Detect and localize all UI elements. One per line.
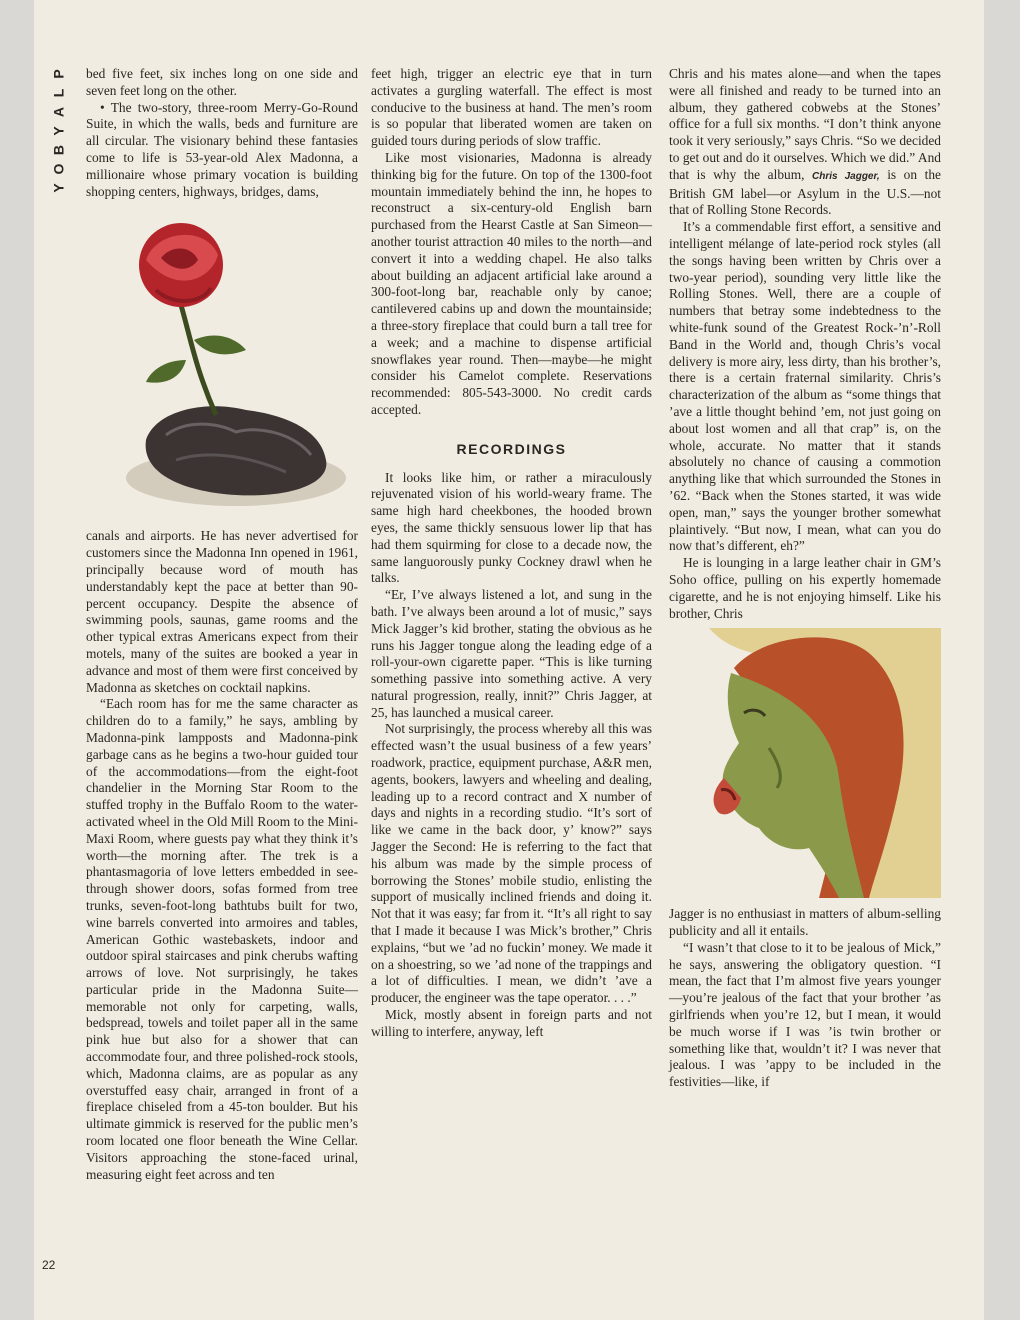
masthead-letter: O <box>50 162 67 175</box>
section-heading: RECORDINGS <box>456 440 567 457</box>
paragraph: It looks like him, or rather a miraculously rejuvenated vision of his world-weary frame. The same high hard cheekbones, the hooded brown eyes, the same thickly sensuous lower lip that has had them squirming for close to a decade now, the same languorously punky Cockney drawl when he talks. <box>371 469 652 586</box>
paragraph: He is lounging in a large leather chair in GM’s Soho office, pulling on his expertly homemade cigarette, and he is not enjoying himself. Like his brother, Chris <box>669 555 941 621</box>
page-number: 22 <box>42 1258 56 1272</box>
paragraph: “Er, I’ve always listened a lot, and sung in the bath. I’ve always been around a lot of music,” says Mick Jagger’s kid brother, stating the obvious as he runs his Jagger tongue along the leading edge of a roll-your-own cigarette paper. “This is like turning something passive into something active. A very natural progression, really, innit?” Chris Jagger, at 25, has launched a musical career. <box>371 587 652 720</box>
paragraph-text: is on the British GM label—or Asylum in the U.S.—not that of Rolling Stone Records. <box>669 166 941 218</box>
paragraph: bed five feet, six inches long on one side and seven feet long on the other. <box>86 66 358 98</box>
paragraph: “I wasn’t that close to it to be jealous of Mick,” he says, answering the obligatory question. “I mean, the fact that I’m almost five years younger—you’re jealous of the fact that your brother ’as girlfriends when you’re 12, but I mean, it would be much worse if I was ’is twin brother or something like that, wouldn’t it? I was never that jealous. I was ’appy to be included in the festivities—like, if <box>669 939 941 1090</box>
masthead-letter: B <box>50 143 67 156</box>
paragraph <box>669 66 941 219</box>
masthead-letter: Y <box>50 125 67 136</box>
column-1 <box>86 66 358 1183</box>
paragraph: Mick, mostly absent in foreign parts and not willing to interfere, anyway, left <box>371 1007 652 1039</box>
paragraph: Jagger is no enthusiast in matters of album-selling publicity and all it entails. <box>669 906 941 939</box>
right-margin <box>984 0 1020 1320</box>
masthead-letter: P <box>50 68 67 79</box>
paragraph: • The two-story, three-room Merry-Go-Round Suite, in which the walls, beds and furniture are all circular. The visionary behind these fantasies come to life is 53-year-old Alex Madonna, a millionaire whose primary vocation is building shopping centers, highways, bridges, dams, <box>86 99 358 199</box>
chris-jagger-portrait-illustration <box>669 628 941 898</box>
masthead-vertical <box>50 64 68 197</box>
album-title: Chris Jagger, <box>812 170 880 182</box>
masthead-letter: A <box>50 105 67 118</box>
paragraph: “Each room has for me the same character as children do to a family,” he says, ambling by Madonna-pink lampposts and Madonna-pink garbage cans as he begins a two-hour guided tour of the accommodations—from the eight-foot chandelier in the Morning Star Room to the stuffed trophy in the Buffalo Room to the water-activated wheel in the Old Mill Room to the Mini-Maxi Room, where guests pay what they think it’s worth—the morning after. The trek is a phantasmagoria of love letters embedded in see-through shower doors, sofas formed from tree trunks, seven-foot-long bathtubs built for two, wine barrels converted into armoires and tables, American Gothic wastebaskets, indoor and outdoor spiral staircases and pink cherubs wafting arrows of love. Not surprisingly, he takes particular pride in the Madonna Suite—memorable not only for carpeting, walls, bedspread, towels and toilet paper all in the same pink hue but also for a shower that can accommodate four, and three polished-rock stools, which, Madonna claims, are as popular as any overstuffed easy chair, arranged in front of a fireplace chiseled from a 45-ton boulder. But his ultimate gimmick is reserved for the public men’s room located one floor beneath the Wine Cellar. Visitors approaching the stone-faced urinal, measuring eight feet across and ten <box>86 696 358 1182</box>
paragraph: feet high, trigger an electric eye that in turn activates a gurgling waterfall. The effect is most conducive to the business at hand. The men’s room is so popular that liberated women are taken on guided tours during periods of slow traffic. <box>371 66 652 149</box>
rose-on-rock-illustration <box>86 210 358 520</box>
column-2 <box>371 66 652 1041</box>
paragraph: canals and airports. He has never advertised for customers since the Madonna Inn opened in 1961, principally because word of mouth has understandably kept the pace at better than 90-percent occupancy. Despite the absence of swimming pools, saunas, game rooms and the other typical extras Americans expect from their motels, many of the suites are booked a year in advance and most of them were first conceived by Madonna as sketches on cocktail napkins. <box>86 528 358 695</box>
masthead-letter: L <box>50 87 67 98</box>
left-margin <box>0 0 34 1320</box>
masthead-letter: Y <box>50 182 67 193</box>
column-3 <box>669 66 941 1091</box>
paragraph: Like most visionaries, Madonna is already thinking big for the future. On top of the 1300-foot mountain immediately behind the inn, he hopes to reconstruct a six-century-old English barn purchased from the Hearst Castle at San Simeon—another tourist attraction 40 miles to the north—and convert it into a wedding chapel. He also talks about building an adjacent artificial lake around a 300-foot-long bar, reachable only by canoe; cantilevered cabins up and down the mountainside; a three-story fireplace that could burn a tall tree for a week; and a machine to dispense artificial snowflakes year round. Then—maybe—he might consider his Camelot complete. Reservations recommended: 805-543-3000. No credit cards accepted. <box>371 149 652 417</box>
paragraph: It’s a commendable first effort, a sensitive and intelligent mélange of late-period rock styles (all the songs having been written by Chris over a two-year period), sounding very little like the Rolling Stones. Well, there are a couple of numbers that betray some indebtedness to the white-funk sound of the Greatest Rock-’n’-Roll Band in the World and, though Chris’s vocal delivery is more airy, less dirty, than his brother’s, there is a certain fraternal similarity. Chris’s characterization of the album as “some things that ’ave a little thought behind ’em, not just going on about lost women and all that crap” is, on the whole, accurate. No matter that it stands absolutely no chance of causing a commotion anything like that which surrounded the Stones in ’62. “Back when the Stones started, it was wide open, man,” says the younger brother somewhat plaintively. “But now, I mean, what can you do now that’s different, eh?” <box>669 219 941 554</box>
paragraph-text: Chris and his mates alone—and when the tapes were all finished and ready to be turned into an album, they gathered cobwebs at the Stones’ office for a full six months. “I don’t think anyone took it very seriously,” says Chris. “So we decided to get out and do it ourselves. Which we did.” And that is why the album, <box>669 66 941 182</box>
paragraph: Not surprisingly, the process whereby all this was effected wasn’t the usual business of a few years’ roadwork, practice, equipment purchase, A&R men, agents, bookers, lawyers and wheeling and dealing, leading up to a record contract and X number of days and nights in a recording studio. “It’s sort of like we came in the back door, y’ know?” says Jagger the Second: He is referring to the fact that his album was made by the simple process of borrowing the Stones’ mobile studio, enlisting the support of musically inclined friends and doing it. Not that it was easy; far from it. “It’s all right to say that I made it because I was Mick’s brother,” Chris explains, “but we ’ad no fuckin’ money. We made it on a shoestring, so we ’ad none of the trappings and a lot of difficulties. I mean, we didn’t ’ave a producer, the engineer was the tape operator. . . .” <box>371 721 652 1006</box>
